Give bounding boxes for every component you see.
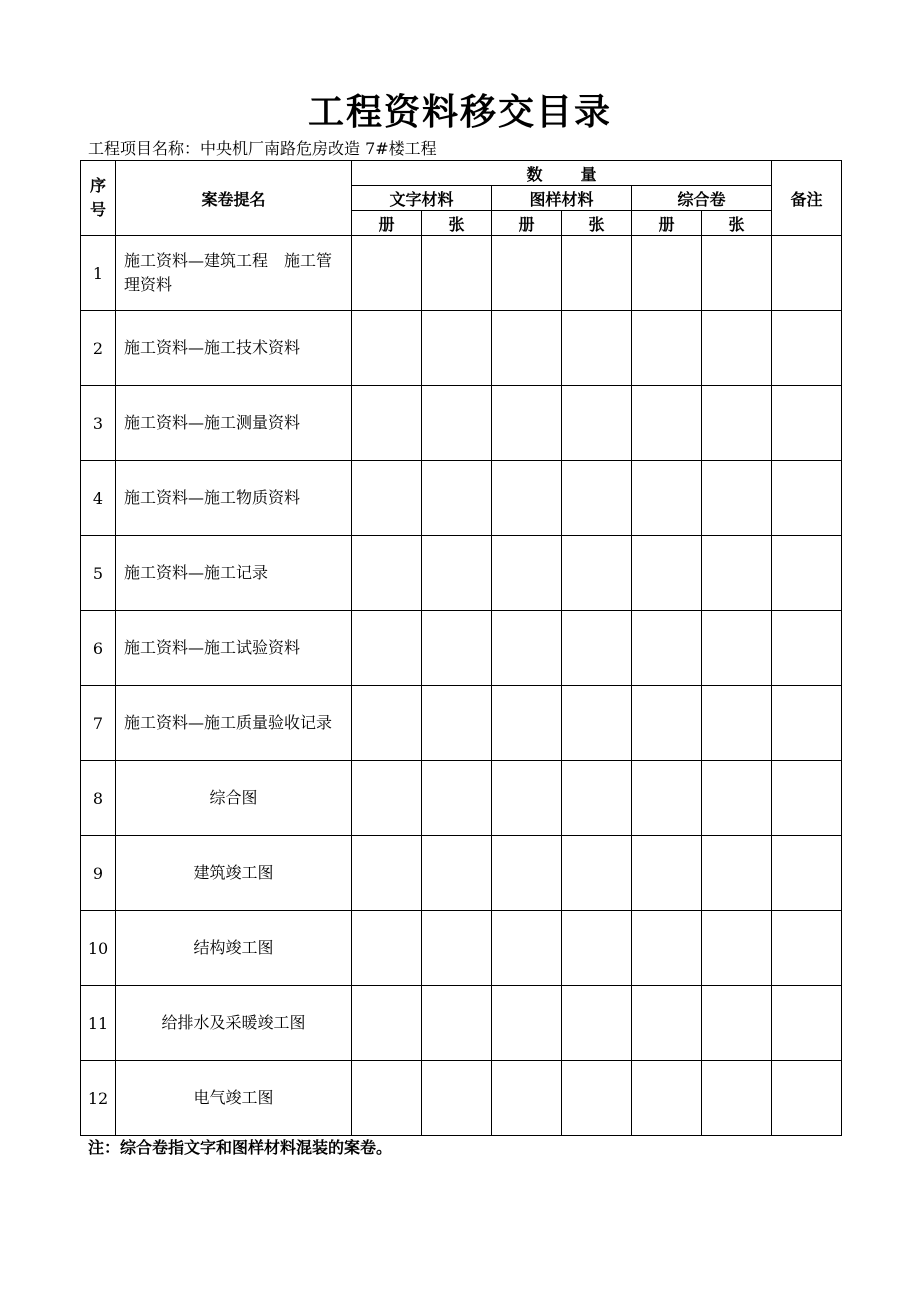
remark-cell [772,686,842,761]
quantity-cell [562,1061,632,1136]
remark-cell [772,986,842,1061]
quantity-cell [632,686,702,761]
row-number: 9 [81,836,116,911]
quantity-cell [632,761,702,836]
quantity-cell [352,236,422,311]
row-number: 4 [81,461,116,536]
quantity-cell [632,536,702,611]
page-title: 工程资料移交目录 [307,92,612,133]
row-number: 7 [81,686,116,761]
quantity-cell [702,986,772,1061]
quantity-cell [492,836,562,911]
quantity-cell [562,986,632,1061]
quantity-cell [702,761,772,836]
quantity-cell [492,761,562,836]
remark-cell [772,536,842,611]
quantity-cell [352,986,422,1061]
quantity-cell [422,236,492,311]
table-row [81,236,842,311]
quantity-cell [352,1061,422,1136]
header-combined-volume: 综合卷 [632,186,772,211]
quantity-cell [702,236,772,311]
quantity-cell [352,836,422,911]
quantity-cell [632,311,702,386]
remark-cell [772,836,842,911]
table-row [81,911,842,986]
quantity-cell [492,986,562,1061]
transfer-catalog-table [80,160,842,1136]
remark-cell [772,386,842,461]
quantity-cell [352,686,422,761]
row-number: 6 [81,611,116,686]
quantity-cell [562,686,632,761]
row-volume-name: 施工资料—施工试验资料 [116,611,352,686]
row-volume-name: 施工资料—施工测量资料 [116,386,352,461]
quantity-cell [492,911,562,986]
quantity-cell [422,386,492,461]
remark-cell [772,761,842,836]
quantity-cell [562,311,632,386]
table-row [81,686,842,761]
quantity-cell [492,1061,562,1136]
quantity-cell [352,911,422,986]
quantity-cell [422,986,492,1061]
quantity-cell [352,461,422,536]
row-number: 8 [81,761,116,836]
remark-cell [772,461,842,536]
quantity-cell [562,386,632,461]
quantity-cell [702,686,772,761]
quantity-cell [702,1061,772,1136]
quantity-cell [422,611,492,686]
quantity-cell [422,1061,492,1136]
quantity-cell [492,686,562,761]
quantity-cell [422,911,492,986]
project-name: 工程项目名称：中央机厂南路危房改造 7#楼工程 [88,139,437,158]
remark-cell [772,1061,842,1136]
row-number: 11 [81,986,116,1061]
row-number: 1 [81,236,116,311]
header-text-material: 文字材料 [352,186,492,211]
quantity-cell [702,836,772,911]
remark-cell [772,611,842,686]
row-volume-name: 施工资料—施工物质资料 [116,461,352,536]
table-row [81,611,842,686]
header-quantity: 数量 [352,161,772,186]
table-row [81,311,842,386]
quantity-cell [702,311,772,386]
table-row [81,761,842,836]
quantity-cell [352,311,422,386]
row-volume-name: 施工资料—建筑工程 施工管理资料 [116,236,352,311]
quantity-cell [492,461,562,536]
table-row [81,836,842,911]
row-volume-name: 给排水及采暖竣工图 [116,986,352,1061]
quantity-cell [422,311,492,386]
table-row [81,461,842,536]
row-volume-name: 结构竣工图 [116,911,352,986]
quantity-cell [632,836,702,911]
quantity-cell [632,911,702,986]
quantity-cell [562,611,632,686]
row-volume-name: 综合图 [116,761,352,836]
row-number: 5 [81,536,116,611]
quantity-cell [492,236,562,311]
header-seq: 序 号 [81,161,116,236]
footnote: 注：综合卷指文字和图样材料混装的案卷。 [88,1138,393,1157]
row-volume-name: 施工资料—施工质量验收记录 [116,686,352,761]
header-unit: 张 [562,211,632,236]
quantity-cell [632,236,702,311]
row-number: 3 [81,386,116,461]
quantity-cell [562,836,632,911]
row-volume-name: 建筑竣工图 [116,836,352,911]
quantity-cell [702,461,772,536]
header-unit: 册 [632,211,702,236]
remark-cell [772,236,842,311]
quantity-cell [352,611,422,686]
quantity-cell [562,911,632,986]
quantity-cell [492,536,562,611]
quantity-cell [632,611,702,686]
quantity-cell [702,536,772,611]
row-number: 2 [81,311,116,386]
row-volume-name: 施工资料—施工记录 [116,536,352,611]
header-drawing-material: 图样材料 [492,186,632,211]
quantity-cell [632,386,702,461]
row-volume-name: 电气竣工图 [116,1061,352,1136]
quantity-cell [632,986,702,1061]
quantity-cell [562,536,632,611]
table-row [81,986,842,1061]
table-row [81,386,842,461]
row-number: 10 [81,911,116,986]
quantity-cell [562,461,632,536]
header-unit: 张 [422,211,492,236]
quantity-cell [492,611,562,686]
header-unit: 张 [702,211,772,236]
row-volume-name: 施工资料—施工技术资料 [116,311,352,386]
remark-cell [772,911,842,986]
header-unit: 册 [352,211,422,236]
quantity-cell [352,536,422,611]
quantity-cell [422,536,492,611]
table-row [81,1061,842,1136]
quantity-cell [562,761,632,836]
quantity-cell [422,761,492,836]
row-number: 12 [81,1061,116,1136]
quantity-cell [702,611,772,686]
quantity-cell [702,911,772,986]
header-unit: 册 [492,211,562,236]
table-row [81,536,842,611]
quantity-cell [492,386,562,461]
quantity-cell [422,686,492,761]
header-name: 案卷提名 [116,161,352,236]
quantity-cell [562,236,632,311]
quantity-cell [422,836,492,911]
quantity-cell [492,311,562,386]
header-remark: 备注 [772,161,842,236]
quantity-cell [702,386,772,461]
quantity-cell [632,1061,702,1136]
quantity-cell [352,386,422,461]
remark-cell [772,311,842,386]
quantity-cell [632,461,702,536]
quantity-cell [352,761,422,836]
quantity-cell [422,461,492,536]
